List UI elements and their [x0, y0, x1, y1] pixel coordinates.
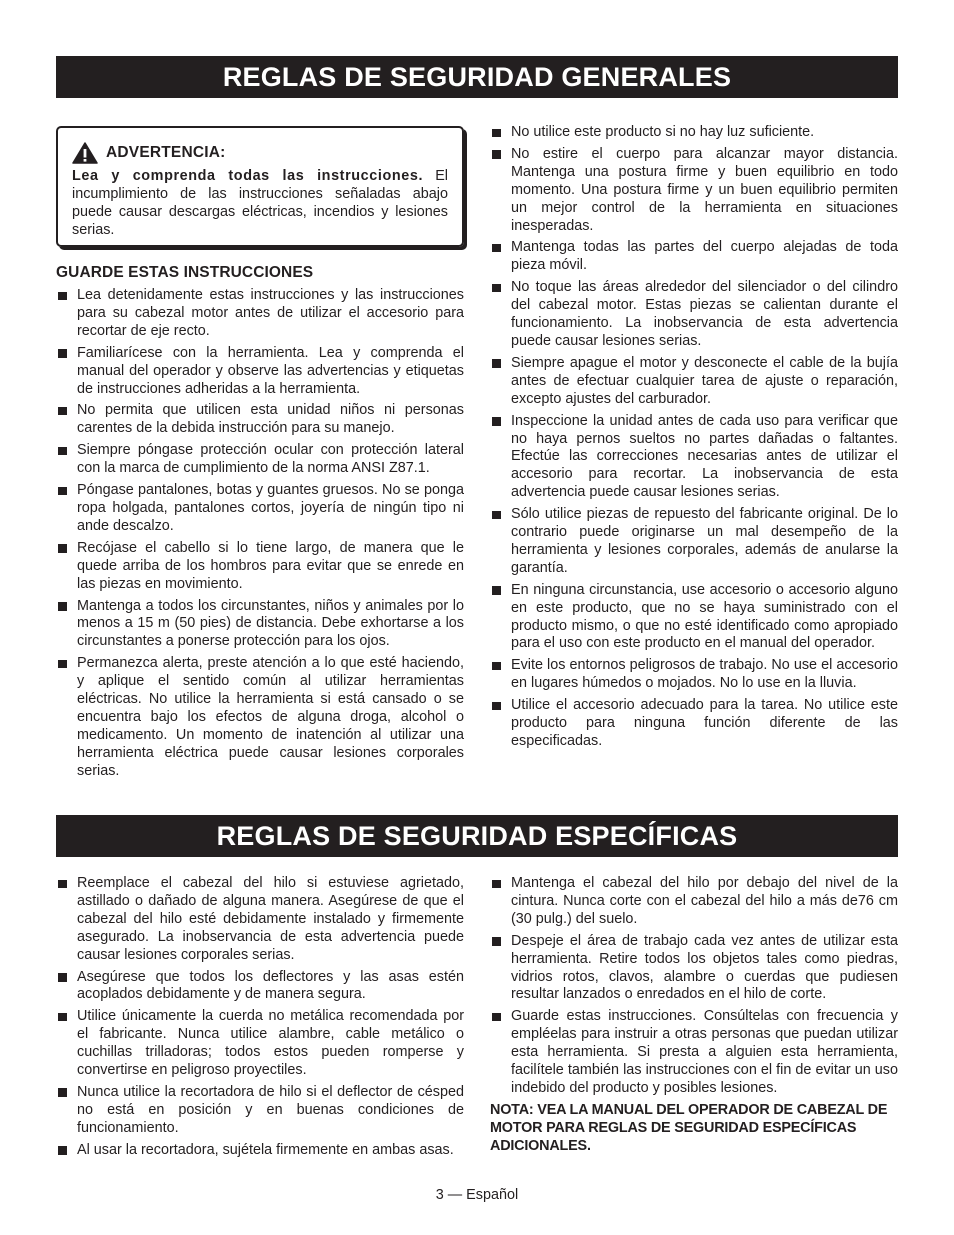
warning-body: El incumplimiento de las instrucciones señaladas abajo puede causar descargas eléctricas, incendios y lesiones serias. [72, 168, 449, 238]
warning-triangle-icon [72, 142, 98, 164]
list-item: Siempre póngase protección ocular con protección lateral con la marca de cumplimiento de la norma ANSI Z87.1. [56, 442, 464, 478]
general-left-list [56, 287, 464, 781]
general-right-list [490, 124, 898, 751]
specific-rules-banner: REGLAS DE SEGURIDAD ESPECÍFICAS [56, 815, 898, 857]
list-item: Mantenga a todos los circunstantes, niños y animales por lo menos a 15 m (50 pies) de distancia. Debe exhortarse a los circunstantes a ponerse protección para los ojos. [56, 598, 464, 652]
list-item: No estire el cuerpo para alcanzar mayor distancia. Mantenga una postura firme y buen equilibrio en todo momento. Una postura firme y un buen equilibrio permiten un mejor control de la herramienta en situaciones inesperadas. [490, 146, 898, 236]
list-item: Nunca utilice la recortadora de hilo si el deflector de césped no está en posición y en buenas condiciones de funcionamiento. [56, 1084, 464, 1138]
list-item: Siempre apague el motor y desconecte el cable de la bujía antes de efectuar cualquier tarea de ajuste o reparación, excepto ajustes del carburador. [490, 355, 898, 409]
list-item: Mantenga el cabezal del hilo por debajo del nivel de la cintura. Nunca corte con el cabezal del hilo a más de76 cm (30 pulg.) del suelo. [490, 875, 898, 929]
general-rules-banner: REGLAS DE SEGURIDAD GENERALES [56, 56, 898, 98]
list-item: Inspeccione la unidad antes de cada uso para verificar que no haya pernos sueltos no partes dañadas o faltantes. Efectúe las correcciones necesarias antes de utilizar el accesorio para recortar. La inobservancia de esta advertencia puede causar lesiones serias. [490, 413, 898, 503]
list-item: Utilice el accesorio adecuado para la tarea. No utilice este producto para ninguna función diferente de las especificadas. [490, 697, 898, 751]
list-item: Sólo utilice piezas de repuesto del fabricante original. De lo contrario puede originarse un mal desempeño de la herramienta y lesiones corporales, además de anularse la garantía. [490, 506, 898, 578]
list-item: Reemplace el cabezal del hilo si estuviese agrietado, astillado o dañado de alguna manera. Asegúrese de que el cabezal del hilo esté debidamente instalado y firmemente asegurado. La inobservancia de esta advertencia puede causar lesiones corporales serias. [56, 875, 464, 965]
warning-text [72, 168, 448, 240]
general-left-column [56, 126, 464, 785]
specific-right-column [490, 875, 898, 1156]
list-item: Despeje el área de trabajo cada vez antes de utilizar esta herramienta. Retire todos los objetos tales como piedras, vidrios rotos, clavos, alambre o cuerdas que pudiesen resultar lanzados o enredados en el hilo de corte. [490, 933, 898, 1005]
list-item: No permita que utilicen esta unidad niños ni personas carentes de la debida instrucción para su manejo. [56, 402, 464, 438]
specific-left-list [56, 875, 464, 1160]
list-item: Recójase el cabello si lo tiene largo, de manera que le quede arriba de los hombros para evitar que se enrede en las piezas en movimiento. [56, 540, 464, 594]
list-item: Guarde estas instrucciones. Consúltelas con frecuencia y empléelas para instruir a otras personas que puedan utilizar esta herramienta. Si presta a alguien esta herramienta, facilítele también las instrucciones con el fin de evitar un uso indebido del producto y posibles lesiones. [490, 1008, 898, 1098]
list-item: Lea detenidamente estas instrucciones y las instrucciones para su cabezal motor antes de utilizar el accesorio para recortar de eje recto. [56, 287, 464, 341]
warning-header [72, 142, 448, 164]
specific-left-column [56, 875, 464, 1164]
general-right-column [490, 124, 898, 755]
list-item: No utilice este producto si no hay luz suficiente. [490, 124, 898, 142]
list-item: Póngase pantalones, botas y guantes gruesos. No se ponga ropa holgada, pantalones cortos, joyería de ningún tipo ni ande descalzo. [56, 482, 464, 536]
list-item: Al usar la recortadora, sujétela firmemente en ambas asas. [56, 1142, 464, 1160]
page-footer: 3 — Español [435, 1187, 519, 1203]
list-item: Familiarícese con la herramienta. Lea y comprenda el manual del operador y observe las advertencias y etiquetas de instrucciones adheridas a la herramienta. [56, 345, 464, 399]
operator-manual-note: NOTA: VEA LA MANUAL DEL OPERADOR DE CABEZAL DE MOTOR PARA REGLAS DE SEGURIDAD ESPECÍFICAS ADICIONALES. [490, 1101, 888, 1154]
warning-box [56, 126, 464, 247]
list-item: Evite los entornos peligrosos de trabajo. No use el accesorio en lugares húmedos o mojados. No lo use en la lluvia. [490, 657, 898, 693]
warning-lead: Lea y comprenda todas las instrucciones. [72, 168, 424, 184]
list-item: En ninguna circunstancia, use accesorio o accesorio alguno en este producto, que no se haya suministrado con el producto mismo, o que no esté identificado como apropiado para el uso con este producto en el manual del operador. [490, 582, 898, 654]
list-item: Utilice únicamente la cuerda no metálica recomendada por el fabricante. Nunca utilice alambre, cable metálico o cuchillas trilladoras; todos estos pueden romperse y convertirse en peligroso proyectiles. [56, 1008, 464, 1080]
specific-right-list [490, 875, 898, 1098]
list-item: Asegúrese que todos los deflectores y las asas estén acoplados debidamente y de manera segura. [56, 969, 464, 1005]
list-item: Mantenga todas las partes del cuerpo alejadas de toda pieza móvil. [490, 239, 898, 275]
list-item: Permanezca alerta, preste atención a lo que esté haciendo, y aplique el sentido común al utilizar herramientas eléctricas. No utilice la herramienta si está cansado o se encuentra bajo los efectos de alguna droga, alcohol o medicamento. Un momento de inatención al utilizar una herramienta eléctrica puede causar lesiones corporales serias. [56, 655, 464, 780]
warning-title: ADVERTENCIA: [106, 144, 226, 161]
save-instructions-heading: GUARDE ESTAS INSTRUCCIONES [56, 264, 314, 281]
list-item: No toque las áreas alrededor del silenciador o del cilindro del cabezal motor. Estas piezas se calientan durante el funcionamiento. La inobservancia de esta advertencia puede causar lesiones serias. [490, 279, 898, 351]
